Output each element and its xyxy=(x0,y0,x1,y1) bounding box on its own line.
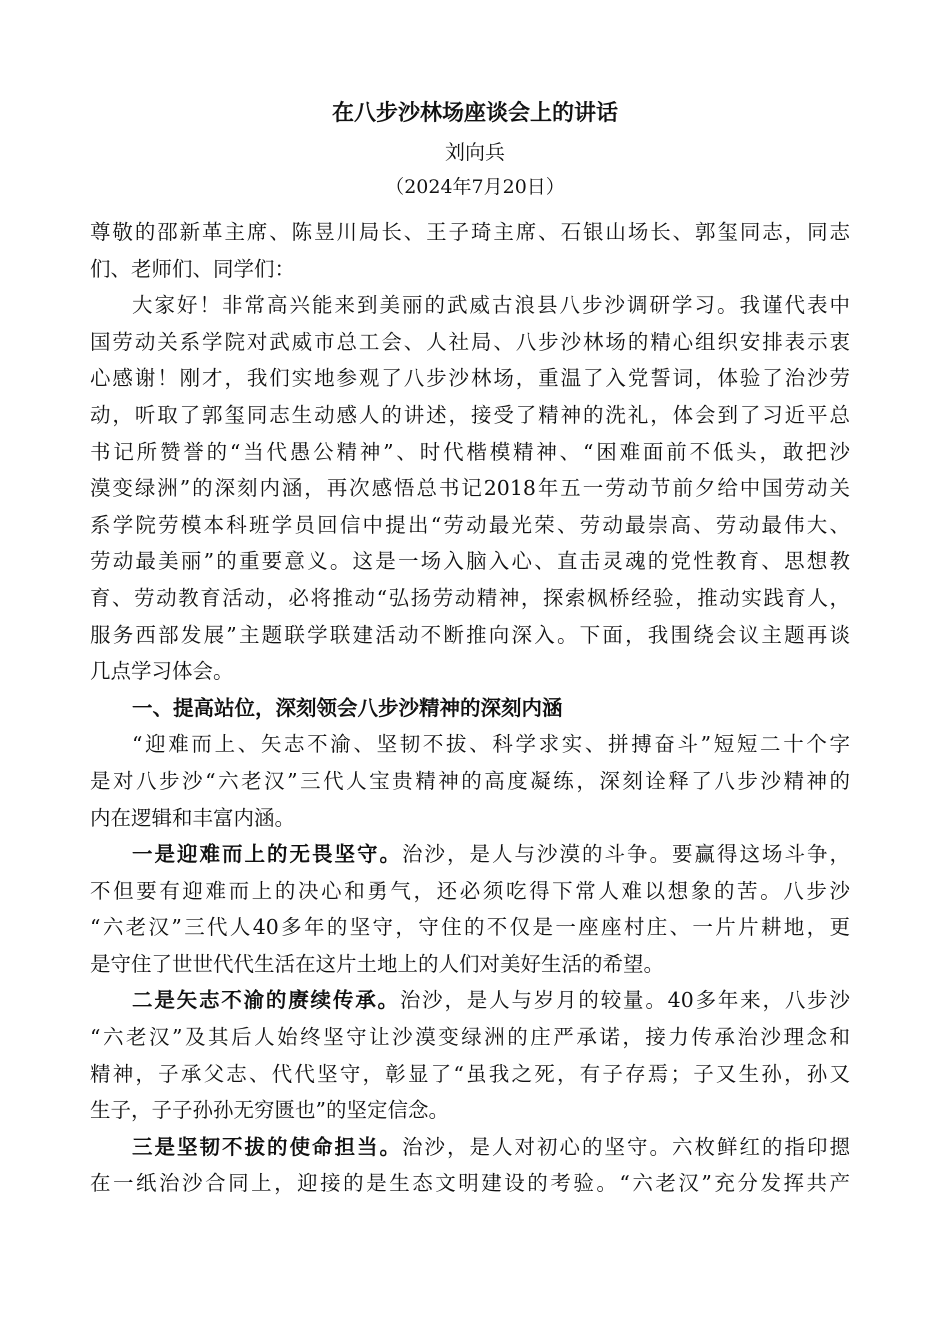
line-text: 几点学习体会。 xyxy=(90,659,234,684)
line-text: 内在逻辑和丰富内涵。 xyxy=(90,805,295,830)
text-line xyxy=(90,214,850,251)
line-text: 们、老师们、同学们： xyxy=(90,256,295,281)
text-line xyxy=(90,726,850,763)
text-line xyxy=(90,470,850,507)
bold-lead: 三是坚韧不拔的使命担当。 xyxy=(132,1134,402,1159)
text-line xyxy=(90,397,850,434)
text-line xyxy=(90,763,850,800)
text-line xyxy=(90,653,850,690)
line-text: 不但要有迎难而上的决心和勇气，还必须吃得下常人难以想象的苦。八步沙 xyxy=(90,878,850,903)
text-line xyxy=(90,617,850,654)
speech-body xyxy=(90,214,850,1202)
line-text: 系学院劳模本科班学员回信中提出“劳动最光荣、劳动最崇高、劳动最伟大、 xyxy=(90,512,850,537)
text-line xyxy=(90,1129,850,1166)
line-text: 书记所赞誉的“当代愚公精神”、时代楷模精神、“困难面前不低头，敢把沙 xyxy=(90,439,850,464)
text-line xyxy=(90,580,850,617)
author: 刘向兵 xyxy=(445,140,505,164)
bold-lead: 二是矢志不渝的赓续传承。 xyxy=(132,988,400,1013)
line-text: 是对八步沙“六老汉”三代人宝贵精神的高度凝练，深刻诠释了八步沙精神的 xyxy=(90,768,850,793)
bold-lead: 一是迎难而上的无畏坚守。 xyxy=(132,842,402,867)
paragraph xyxy=(90,726,850,836)
text-line xyxy=(90,1165,850,1202)
paragraph xyxy=(90,214,850,287)
line-text: 生子，子子孙孙无穷匮也”的坚定信念。 xyxy=(90,1098,449,1123)
line-text: 精神，子承父志、代代坚守，彰显了“虽我之死，有子存焉；子又生孙，孙又 xyxy=(90,1061,850,1086)
text-line xyxy=(90,800,850,837)
text-line xyxy=(90,324,850,361)
text-line xyxy=(90,1056,850,1093)
line-text: 国劳动关系学院对武威市总工会、人社局、八步沙林场的精心组织安排表示衷 xyxy=(90,329,850,354)
text-line xyxy=(90,1092,850,1129)
line-text: 治沙，是人与岁月的较量。40多年来，八步沙 xyxy=(399,988,850,1013)
speech-date: （2024年7月20日） xyxy=(385,176,565,198)
text-line xyxy=(90,836,850,873)
line-text: 漠变绿洲”的深刻内涵，再次感悟总书记2018年五一劳动节前夕给中国劳动关 xyxy=(90,476,850,501)
text-line xyxy=(90,946,850,983)
text-line xyxy=(90,251,850,288)
line-text: 一、提高站位，深刻领会八步沙精神的深刻内涵 xyxy=(132,695,563,720)
text-line xyxy=(90,434,850,471)
line-text: 动，听取了郭玺同志生动感人的讲述，接受了精神的洗礼，体会到了习近平总 xyxy=(90,402,850,427)
line-text: 大家好！非常高兴能来到美丽的武威古浪县八步沙调研学习。我谨代表中 xyxy=(132,293,850,318)
text-line xyxy=(90,543,850,580)
line-text: 心感谢！刚才，我们实地参观了八步沙林场，重温了入党誓词，体验了治沙劳 xyxy=(90,366,850,391)
text-line xyxy=(90,873,850,910)
text-line xyxy=(90,690,850,727)
text-line xyxy=(90,287,850,324)
line-text: 治沙，是人对初心的坚守。六枚鲜红的指印摁 xyxy=(402,1134,850,1159)
paragraph xyxy=(90,836,850,982)
paragraph xyxy=(90,287,850,690)
line-text: 育、劳动教育活动，必将推动“弘扬劳动精神，探索枫桥经验，推动实践育人， xyxy=(90,585,850,610)
line-text: “六老汉”及其后人始终坚守让沙漠变绿洲的庄严承诺，接力传承治沙理念和 xyxy=(90,1025,850,1050)
text-line xyxy=(90,909,850,946)
text-line xyxy=(90,982,850,1019)
document-title: 在八步沙林场座谈会上的讲话 xyxy=(331,100,618,126)
paragraph xyxy=(90,982,850,1128)
text-line xyxy=(90,507,850,544)
line-text: 服务西部发展”主题联学联建活动不断推向深入。下面，我围绕会议主题再谈 xyxy=(90,622,850,647)
text-line xyxy=(90,360,850,397)
paragraph xyxy=(90,1129,850,1202)
text-line xyxy=(90,1019,850,1056)
line-text: 劳动最美丽”的重要意义。这是一场入脑入心、直击灵魂的党性教育、思想教 xyxy=(90,549,850,574)
section-heading xyxy=(90,690,850,727)
line-text: 治沙，是人与沙漠的斗争。要赢得这场斗争， xyxy=(402,842,850,867)
line-text: 尊敬的邵新革主席、陈昱川局长、王子琦主席、石银山场长、郭玺同志，同志 xyxy=(90,220,850,244)
line-text: “迎难而上、矢志不渝、坚韧不拔、科学求实、拼搏奋斗”短短二十个字 xyxy=(132,732,850,757)
line-text: 在一纸治沙合同上，迎接的是生态文明建设的考验。“六老汉”充分发挥共产 xyxy=(90,1171,850,1196)
line-text: 是守住了世世代代生活在这片土地上的人们对美好生活的希望。 xyxy=(90,951,664,976)
line-text: “六老汉”三代人40多年的坚守，守住的不仅是一座座村庄、一片片耕地，更 xyxy=(90,915,850,940)
